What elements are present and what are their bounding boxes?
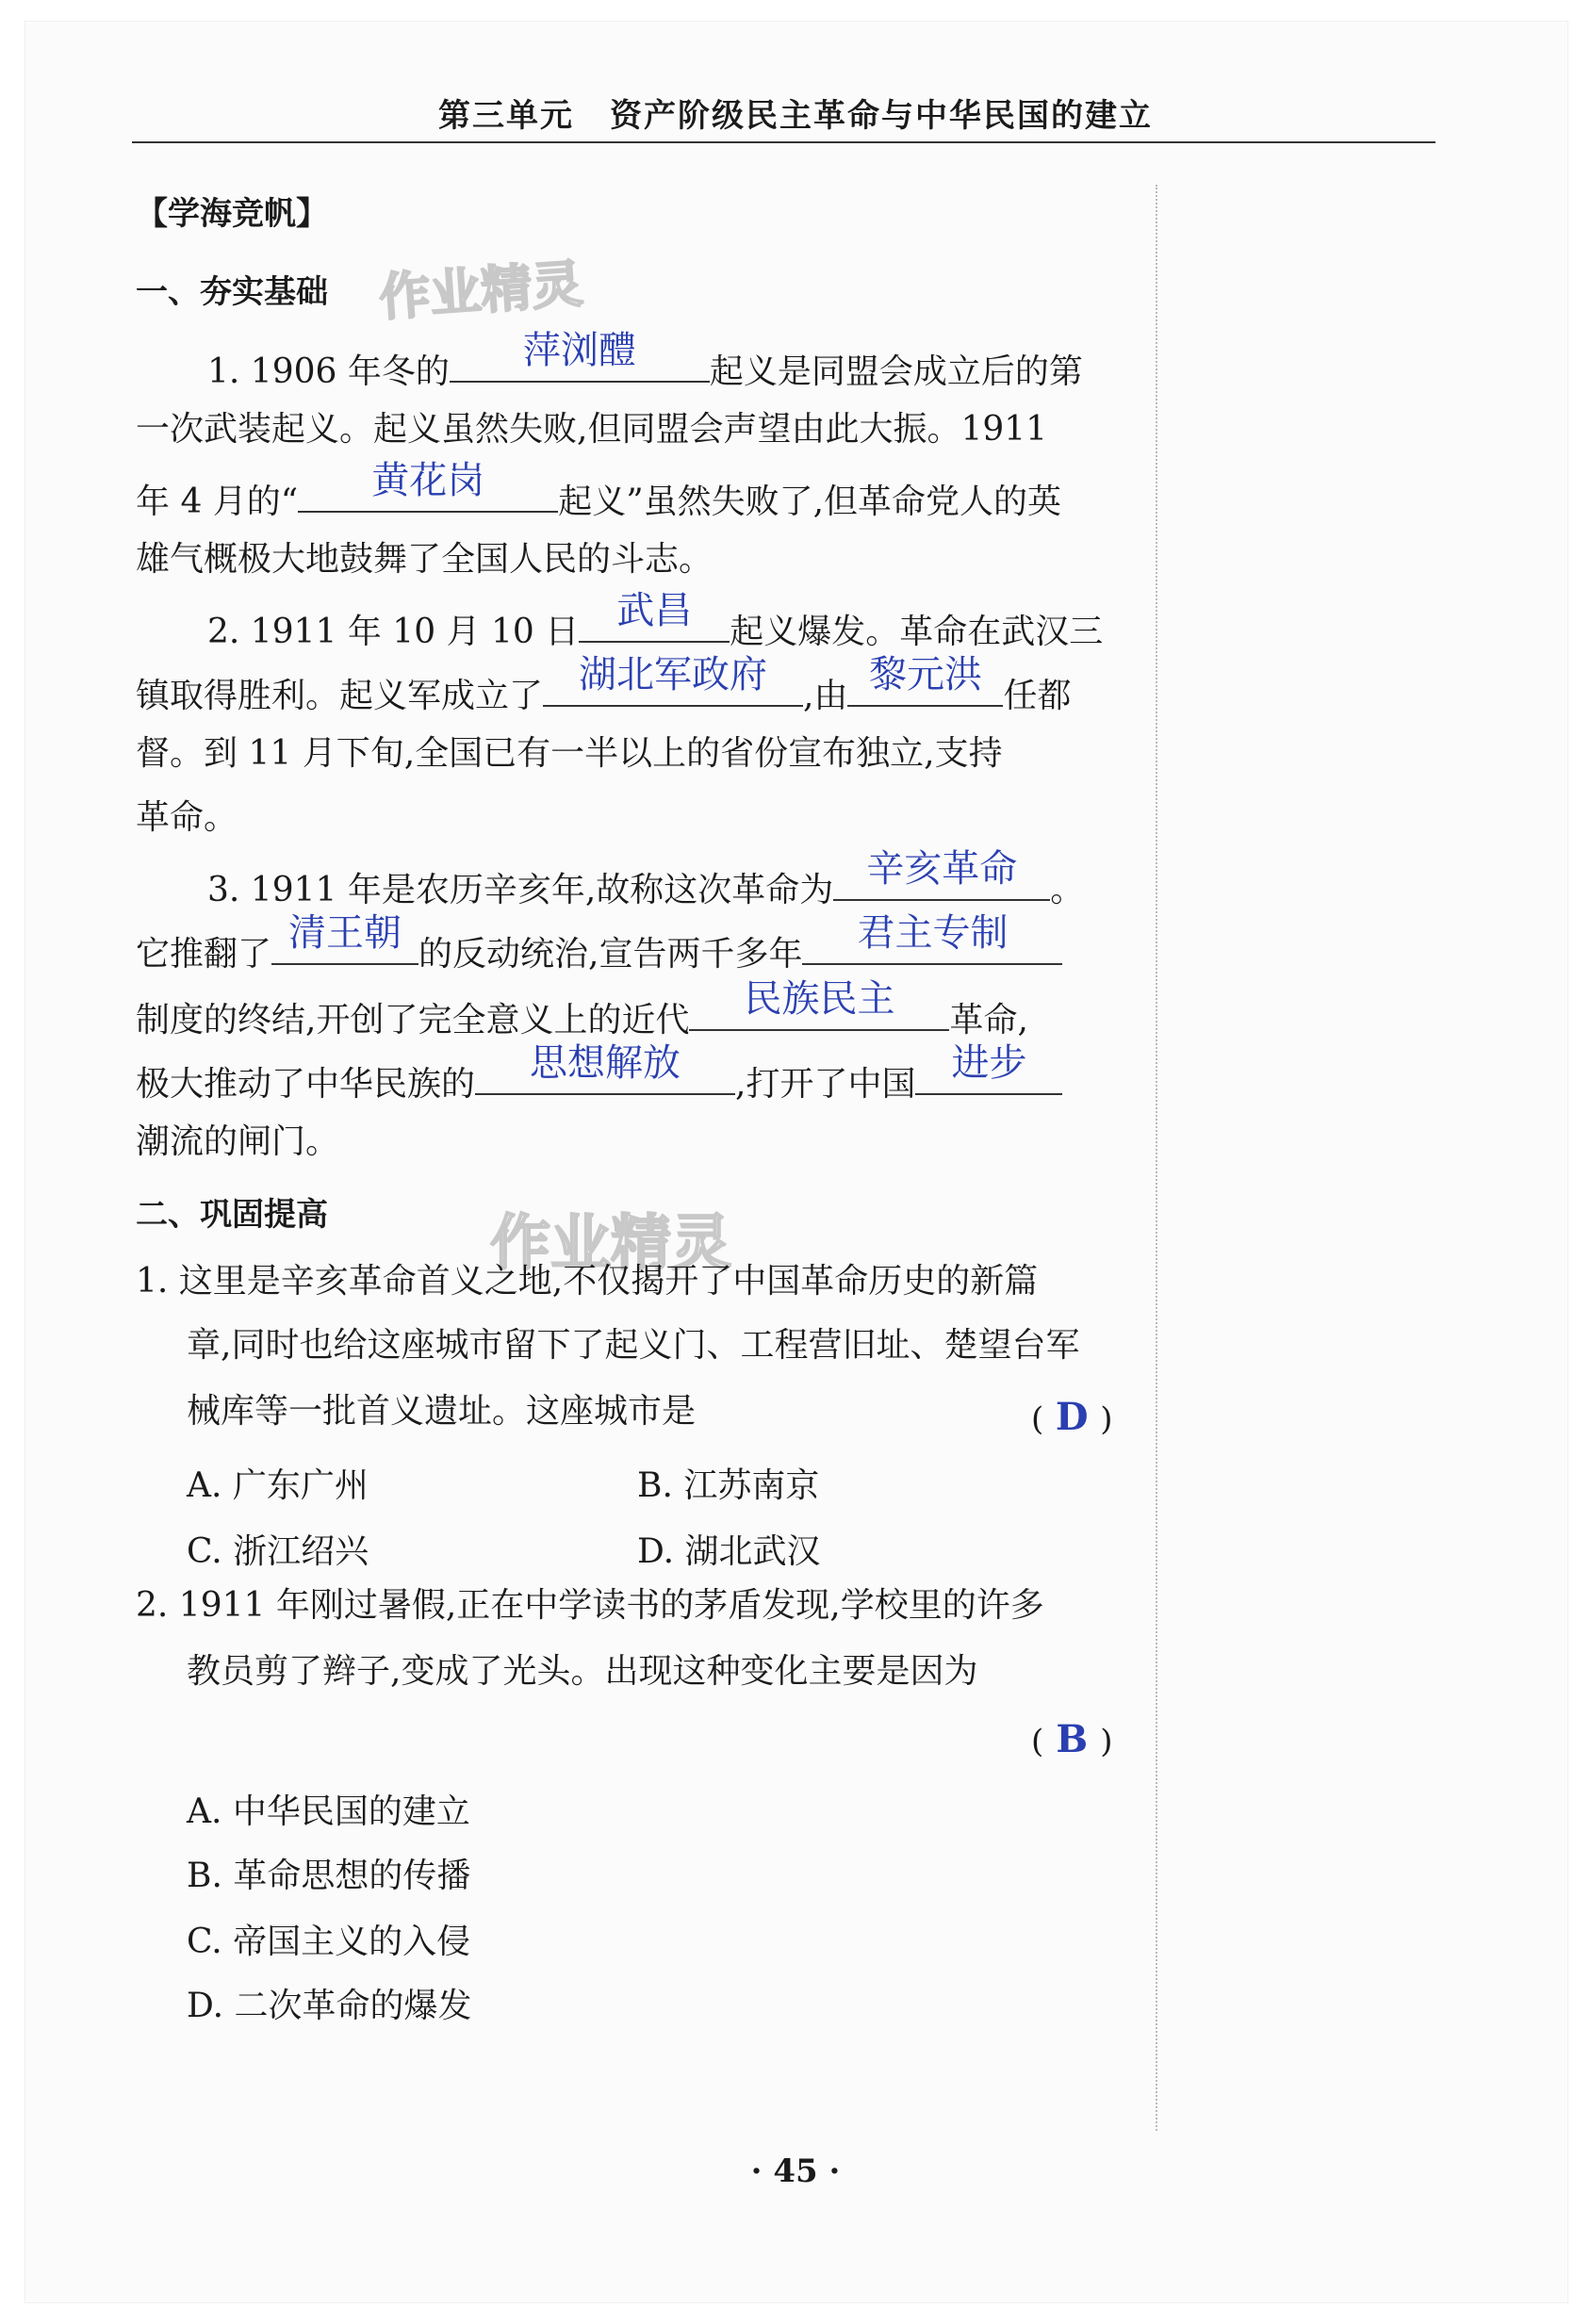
p2-q2-option-a: A. 中华民国的建立 bbox=[187, 1792, 470, 1831]
header-divider bbox=[132, 141, 1435, 143]
handwritten-answer: 进步 bbox=[951, 1041, 1027, 1085]
answer-blank bbox=[543, 653, 803, 707]
part2-heading: 二、巩固提高 bbox=[136, 1196, 328, 1234]
p2-q1-line2: 章,同时也给这座城市留下了起义门、工程营旧址、楚望台军 bbox=[187, 1326, 1080, 1365]
handwritten-answer: 清王朝 bbox=[288, 911, 402, 955]
p2-q1-option-c: C. 浙江绍兴 bbox=[187, 1532, 369, 1571]
p2-q1-answer: D bbox=[1055, 1395, 1089, 1439]
p1-q2-line3: 督。到 11 月下旬,全国已有一半以上的省份宣布独立,支持 bbox=[136, 734, 1003, 773]
p1-q2-line1: 2. 1911 年 10 月 10 日 武昌 起义爆发。革命在武汉三 bbox=[207, 589, 1104, 651]
section-title: 【学海竞帆】 bbox=[136, 195, 328, 233]
p2-q1-option-a: A. 广东广州 bbox=[187, 1466, 369, 1505]
p1-q3-line1: 3. 1911 年是农历辛亥年,故称这次革命为 辛亥革命 。 bbox=[207, 847, 1085, 909]
p2-q1-option-b: B. 江苏南京 bbox=[637, 1466, 820, 1505]
page-header bbox=[0, 90, 1591, 136]
unit-title: 资产阶级民主革命与中华民国的建立 bbox=[610, 97, 1153, 135]
p2-q1-option-d: D. 湖北武汉 bbox=[637, 1532, 821, 1571]
p2-q2-option-b: B. 革命思想的传播 bbox=[187, 1857, 471, 1895]
watermark-2: 作业精灵 bbox=[490, 1209, 731, 1279]
page-number: · 45 · bbox=[750, 2152, 841, 2190]
handwritten-answer: 黎元洪 bbox=[868, 653, 982, 696]
handwritten-answer: 武昌 bbox=[616, 589, 693, 632]
answer-blank bbox=[298, 459, 558, 513]
p2-q2-line2: 教员剪了辫子,变成了光头。出现这种变化主要是因为 bbox=[187, 1652, 978, 1691]
p2-q2-option-d: D. 二次革命的爆发 bbox=[187, 1987, 472, 2025]
p2-q2-answer: B bbox=[1056, 1717, 1089, 1761]
unit-label: 第三单元 bbox=[438, 97, 574, 135]
p1-q1-line2: 一次武装起义。起义虽然失败,但同盟会声望由此大振。1911 bbox=[136, 410, 1048, 449]
p1-q3-line5: 潮流的闸门。 bbox=[136, 1122, 340, 1161]
part1-heading: 一、夯实基础 bbox=[136, 273, 328, 311]
p2-q2-answer-paren: ( B ) bbox=[1031, 1717, 1113, 1761]
handwritten-answer: 民族民主 bbox=[744, 977, 895, 1021]
p2-q1-answer-paren: ( D ) bbox=[1031, 1395, 1113, 1439]
answer-blank bbox=[802, 911, 1062, 965]
p1-q3-line4: 极大推动了中华民族的 思想解放 ,打开了中国 进步 bbox=[136, 1059, 1062, 1102]
p2-q2-line1: 2. 1911 年刚过暑假,正在中学读书的茅盾发现,学校里的许多 bbox=[136, 1586, 1044, 1625]
answer-blank bbox=[847, 653, 1003, 707]
answer-blank bbox=[915, 1041, 1062, 1095]
handwritten-answer: 黄花岗 bbox=[371, 459, 485, 502]
p1-q2-line4: 革命。 bbox=[136, 798, 238, 837]
answer-blank bbox=[833, 847, 1050, 901]
p1-q1-line4: 雄气概极大地鼓舞了全国人民的斗志。 bbox=[136, 540, 713, 579]
p1-q3-line3: 制度的终结,开创了完全意义上的近代 民族民主 革命, bbox=[136, 977, 1028, 1039]
p1-q1-line1: 1. 1906 年冬的 萍浏醴 起义是同盟会成立后的第 bbox=[207, 329, 1083, 391]
answer-blank bbox=[271, 911, 418, 965]
p1-q2-line2: 镇取得胜利。起义军成立了 湖北军政府 ,由 黎元洪 任都 bbox=[136, 653, 1072, 715]
p2-q1-line1: 1. 这里是辛亥革命首义之地,不仅揭开了中国革命历史的新篇 bbox=[136, 1262, 1039, 1301]
handwritten-answer: 辛亥革命 bbox=[866, 847, 1018, 891]
watermark-1: 作业精灵 bbox=[377, 254, 585, 328]
answer-blank bbox=[475, 1041, 735, 1095]
column-divider bbox=[1156, 185, 1157, 2131]
handwritten-answer: 君主专制 bbox=[857, 911, 1009, 955]
answer-blank bbox=[579, 589, 730, 643]
handwritten-answer: 湖北军政府 bbox=[579, 653, 768, 696]
p2-q1-line3: 械库等一批首义遗址。这座城市是 bbox=[187, 1392, 697, 1431]
p2-q2-option-c: C. 帝国主义的入侵 bbox=[187, 1923, 471, 1961]
p1-q1-line3: 年 4 月的“ 黄花岗 起义”虽然失败了,但革命党人的英 bbox=[136, 459, 1062, 521]
p1-q3-line2: 它推翻了 清王朝 的反动统治,宣告两千多年 君主专制 bbox=[136, 929, 1062, 972]
answer-blank bbox=[450, 329, 710, 383]
handwritten-answer: 思想解放 bbox=[530, 1041, 681, 1085]
answer-blank bbox=[689, 977, 949, 1031]
handwritten-answer: 萍浏醴 bbox=[522, 329, 636, 372]
